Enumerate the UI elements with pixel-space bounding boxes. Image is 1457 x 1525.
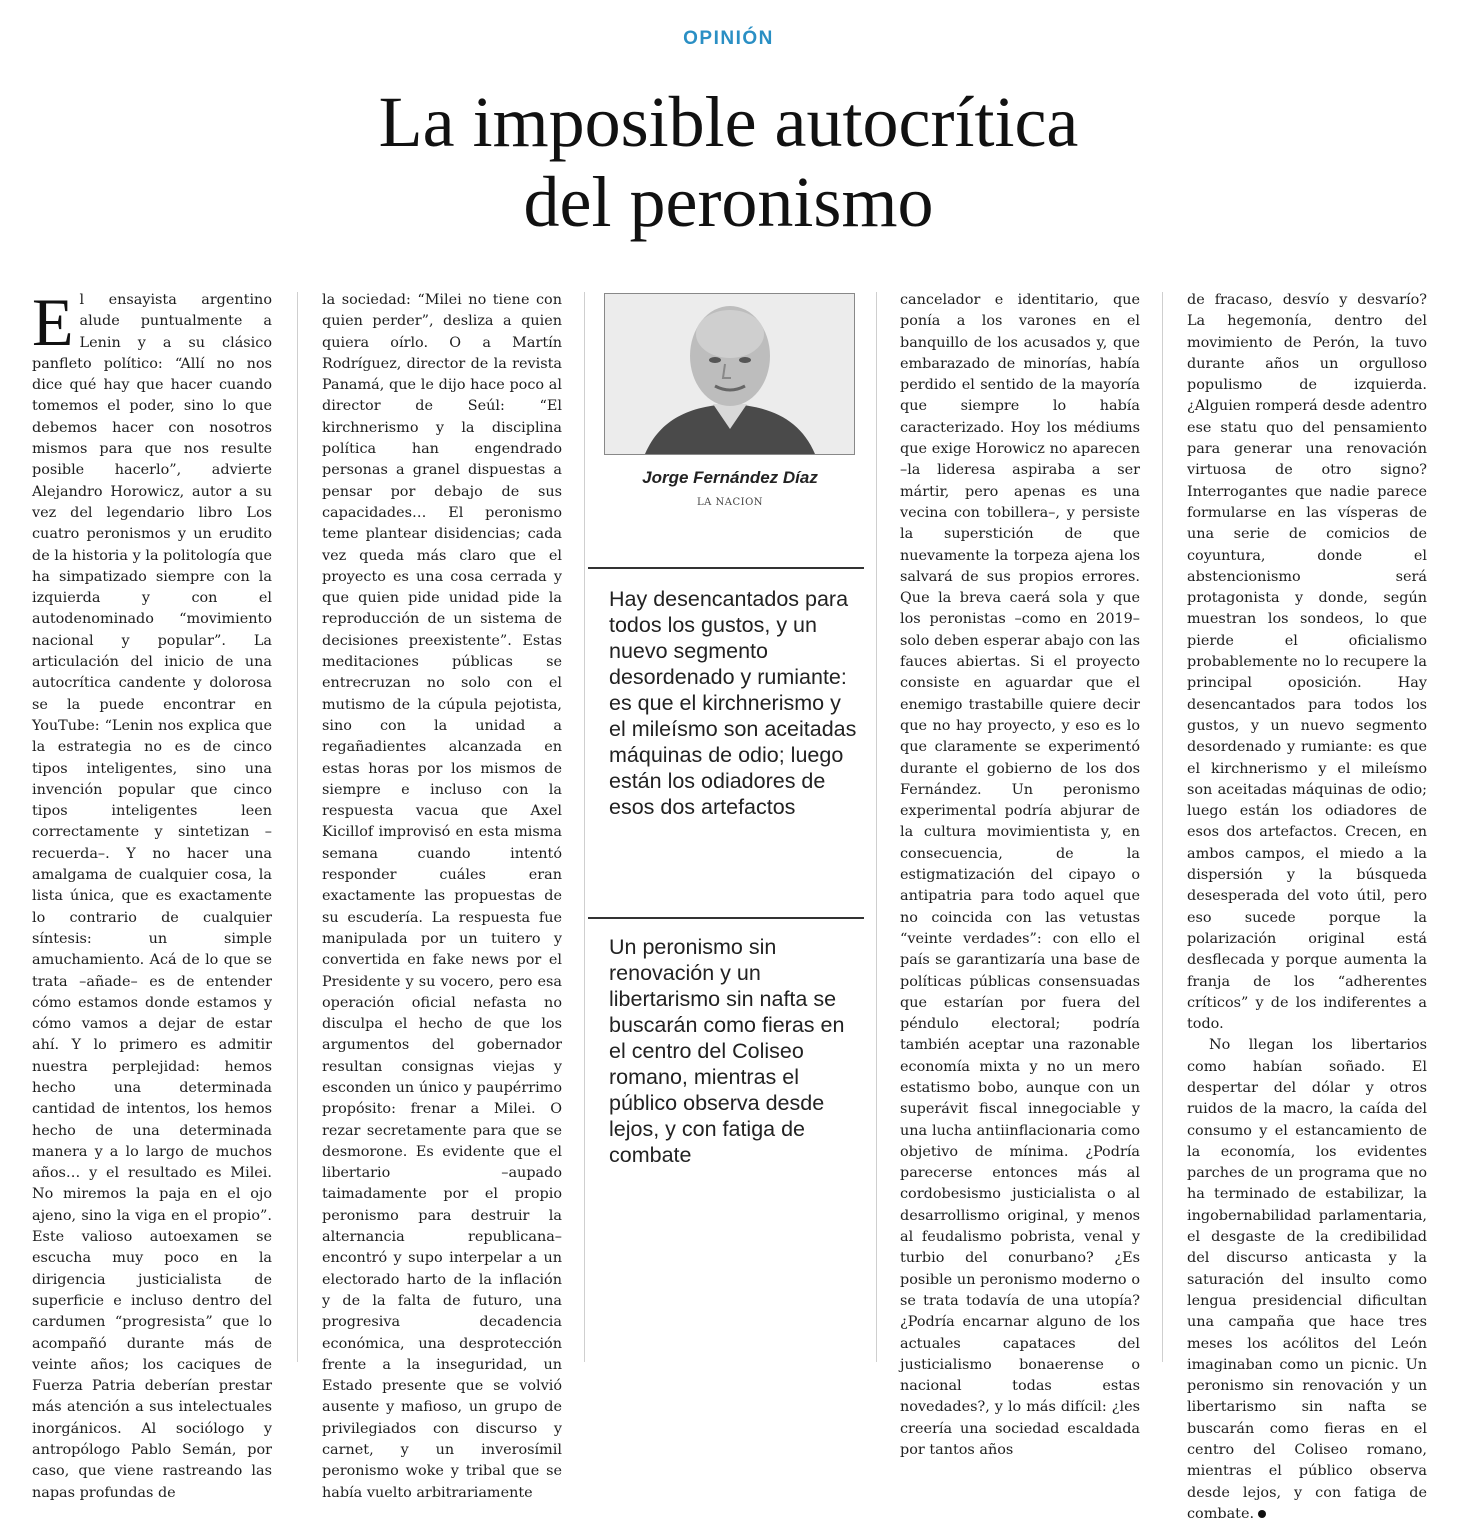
pullquote-1: Hay desencantados para todos los gustos, y un nuevo segmento desordenado y rumiante: es que el kirchnerismo y el mileísmo son aceitadas máquinas de odio; luego están los odiadores de esos dos artefactos <box>609 587 857 819</box>
article-column-1 <box>32 284 272 1501</box>
column-5-paragraph-1: de fracaso, desvío y desvarío? La hegemonía, dentro del movimiento de Perón, la tuvo durante años un orgulloso populismo de izquierda. ¿Alguien romperá desde adentro ese statu quo del pensamiento para generar una renovación virtuosa de otro signo? Interrogantes que nadie parece formularse en las vísperas de una serie de comicios de coyuntura, donde el abstencionismo será protagonista y donde, según muestran los sondeos, lo que pierde el oficialismo probablemente no lo recupere la principal oposición. Hay desencantados para todos los gustos, y un nuevo segmento desordenado y rumiante: es que el kirchnerismo y el mileísmo son aceitadas máquinas de odio; luego están los odiadores de esos dos artefactos. Crecen, en ambos campos, el miedo a la dispersión y la búsqueda desesperada del voto útil, pero eso sucede porque la polarización original está desflecada y porque aumenta la franja de los “adherentes críticos” y de los indiferentes a todo. <box>1187 292 1427 1033</box>
pullquote-divider-2 <box>588 917 864 919</box>
column-5-paragraph-2 <box>1187 1035 1427 1525</box>
end-of-article-dot-icon <box>1258 1510 1266 1518</box>
headline <box>0 82 1457 242</box>
pullquote-divider-1 <box>588 567 864 569</box>
pullquote-2: Un peronismo sin renovación y un libertarismo sin nafta se buscarán como fieras en el centro del Coliseo romano, mientras el público observa desde lejos, y con fatiga de combate <box>609 935 845 1167</box>
column-rule-3 <box>876 292 877 1362</box>
column-4-text: cancelador e identitario, que ponía a los varones en el banquillo de los acusados y, que embarazado de minorías, había perdido el sentido de la mayoría que siempre lo había caracterizado. Hoy los médiums que exige Horowicz no aparecen –la lideresa aspiraba a ser mártir, pero apenas es una vecina con tobillera–, y persiste la superstición de que nuevamente la torpeza ajena los salvará de sus propios errores. Que la breva caerá sola y que los peronistas –como en 2019– solo deben esperar abajo con las fauces abiertas. Si el proyecto consiste en aguardar que el enemigo trastabille quiere decir que no hay proyecto, y eso es lo que claramente se experimentó durante el gobierno de los dos Fernández. Un peronismo experimental podría abjurar de la cultura movimientista y, en consecuencia, de la estigmatización del cipayo o antipatria para todo aquel que no coincida con las vetustas “veinte verdades”: con ello el país se garantizaría una base de políticas públicas consensuadas que estarían por fuera del péndulo electoral; podría también aceptar una razonable economía mixta y no un mero estatismo bobo, aunque con un superávit fiscal innegociable y una lucha antiinflacionaria como objetivo de mínima. ¿Podría parecerse entonces más al cordobesismo justicialista o al desarrollismo original, y menos al feudalismo pobrista, venal y turbio del conurbano? ¿Es posible un peronismo moderno o se trata todavía de una utopía? ¿Podría encarnar alguno de los actuales capataces del justicialismo bonaerense o nacional todas estas novedades?, y lo más difícil: ¿les creería una sociedad escaldada por tantos años <box>900 292 1140 1459</box>
article-column-4 <box>900 290 1140 1459</box>
article-column-2 <box>322 290 562 1501</box>
author-name: Jorge Fernández Díaz <box>642 468 818 487</box>
column-2-text: la sociedad: “Milei no tiene con quien perder”, desliza a quien quiera oírlo. O a Martín Rodríguez, director de la revista Panamá, que le dijo hace poco al director de Seúl: “El kirchnerismo y la disciplina política han engendrado personas a granel dispuestas a pensar por debajo de sus capacidades… El peronismo teme plantear disidencias; cada vez queda más claro que el proyecto es una cosa cerrada y que quien pide unidad pide la reproducción de un sistema de decisiones preexistente”. Estas meditaciones públicas se entrecruzan no solo con el mutismo de la cúpula pejotista, sino con la unidad a regañadientes alcanzada en estas horas por los mismos de siempre e incluso con la respuesta vacua que Axel Kicillof improvisó en esta misma semana cuando intentó responder cuáles eran exactamente las propuestas de su escudería. La respuesta fue manipulada por un tuitero y convertida en fake news por el Presidente y su vocero, pero esa operación oficial nefasta no disculpa el hecho de que los argumentos del gobernador resultan consignas viejas y esconden un único y paupérrimo propósito: frenar a Milei. O rezar secretamente para que se desmorone. Es evidente que el libertario –aupado taimadamente por el propio peronismo para destruir la alternancia republicana– encontró y supo interpelar a un electorado harto de la inflación y de la falta de futuro, una progresiva decadencia económica, una desprotección frente a la inseguridad, un Estado presente que se volvió ausente y mafioso, un grupo de privilegiados con discurso y carnet, y un inverosímil peronismo woke y tribal que se había vuelto arbitrariamente <box>322 292 562 1501</box>
column-rule-2 <box>584 292 585 1362</box>
author-photo <box>604 293 855 455</box>
section-label: OPINIÓN <box>683 28 774 49</box>
article-column-5 <box>1187 290 1427 1522</box>
headline-line-2: del peronismo <box>523 162 934 242</box>
author-portrait-image <box>605 294 854 454</box>
drop-cap: E <box>32 284 74 360</box>
column-5-paragraph-2-text: No llegan los libertarios como habían soñado. El despertar del dólar y otros ruidos de la macro, la caída del consumo y el estancamiento de la economía, los evidentes parches de un programa que no ha terminado de estabilizar, la ingobernabilidad parlamentaria, el desgaste de la credibilidad del discurso anticasta y la saturación del insulto como lengua presidencial dificultan una campaña que hace tres meses los acólitos del León imaginaban como un picnic. Un peronismo sin renovación y un libertarismo sin nafta se buscarán como fieras en el centro del Coliseo romano, mientras el público observa desde lejos, y con fatiga de combate. <box>1187 1037 1427 1522</box>
column-1-text: l ensayista argentino alude puntualmente a Lenin y a su clásico panfleto político: “Allí no nos dice qué hay que hacer cuando tomemos el poder, sino lo que debemos hacer con nosotros mismos para que nos resulte posible hacerlo”, advierte Alejandro Horowicz, autor a su vez del legendario libro Los cuatro peronismos y un erudito de la historia y la politología que ha simpatizado siempre con la izquierda y con el autodenominado “movimiento nacional y popular”. La articulación del inicio de una autocrítica candente y dolorosa se la puede encontrar en YouTube: “Lenin nos explica que la estrategia no es de cinco tipos inteligentes, sino una invención popular que cinco tipos inteligentes leen correctamente y sintetizan –recuerda–. Y no hacer una amalgama de cualquier cosa, la lista única, que es exactamente lo contrario de cualquier síntesis: un simple amuchamiento. Acá de lo que se trata –añade– es de entender cómo estamos donde estamos y cómo vamos a dejar de estar ahí. Y lo primero es admitir nuestra perplejidad: hemos hecho una determinada cantidad de intentos, los hemos hecho de una determinada manera y a lo largo de muchos años… y el resultado es Milei. No miremos la paja en el ojo ajeno, sino la viga en el propio”. Este valioso autoexamen se escucha muy poco en la dirigencia justicialista de superficie e incluso dentro del cardumen “progresista” que lo acompañó durante más de veinte años; los caciques de Fuerza Patria deberían prestar más atención a sus intelectuales inorgánicos. Al sociólogo y antropólogo Pablo Semán, por caso, que viene rastreando las napas profundas de <box>32 292 272 1501</box>
column-rule-1 <box>297 292 298 1362</box>
headline-line-1: La imposible autocrítica <box>378 82 1079 162</box>
author-outlet: LA NACION <box>696 497 764 508</box>
column-rule-4 <box>1162 292 1163 1362</box>
